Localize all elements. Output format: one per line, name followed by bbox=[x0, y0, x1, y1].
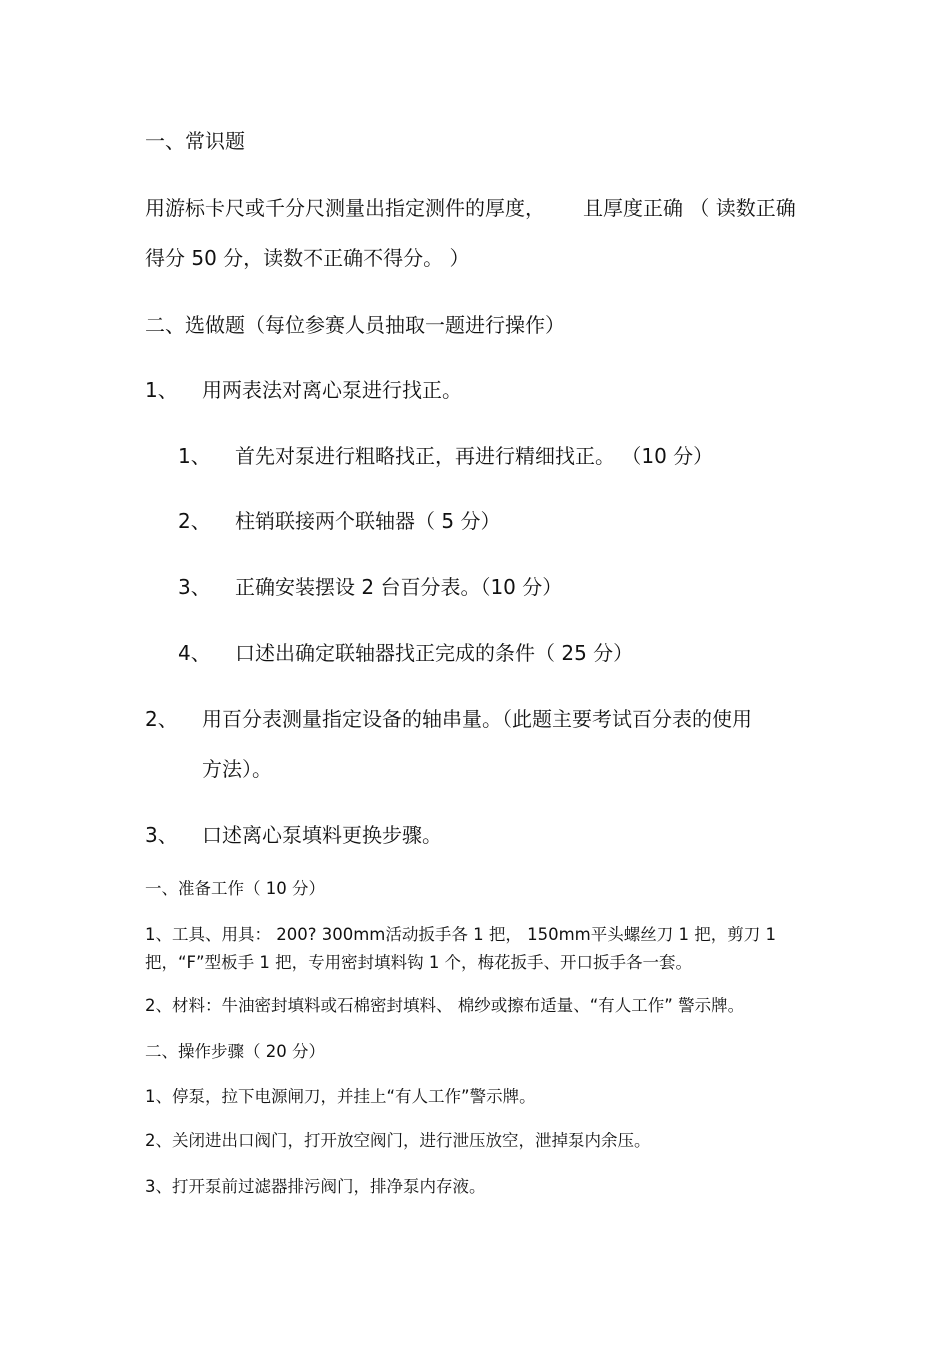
section1-para-line1a: 用游标卡尺或千分尺测量出指定测件的厚度， bbox=[145, 196, 545, 220]
section2-heading: 二、选做题（每位参赛人员抽取一题进行操作） bbox=[145, 313, 565, 337]
q3-number: 3、 bbox=[145, 823, 178, 847]
tools-line1: 1、工具、用具： 200? 300mm活动扳手各 1 把， 150mm平头螺丝刀 1 把，剪刀 1 bbox=[145, 925, 776, 944]
q2-text-line2: 方法）。 bbox=[202, 757, 272, 781]
steps-heading: 二、操作步骤（ 20 分） bbox=[145, 1042, 325, 1061]
q1-text: 用两表法对离心泵进行找正。 bbox=[202, 378, 462, 402]
section1-para-line1b: 且厚度正确 （ 读数正确 bbox=[583, 196, 796, 220]
q1-number: 1、 bbox=[145, 378, 178, 402]
step-3: 3、打开泵前过滤器排污阀门，排净泵内存液。 bbox=[145, 1177, 486, 1196]
q1-item1-text: 首先对泵进行粗略找正，再进行精细找正。 （10 分） bbox=[235, 444, 714, 468]
q1-item3-text: 正确安装摆设 2 台百分表。（10 分） bbox=[235, 575, 563, 599]
step-1: 1、停泵，拉下电源闸刀，并挂上“有人工作”警示牌。 bbox=[145, 1087, 536, 1106]
q1-item2-number: 2、 bbox=[178, 509, 211, 533]
q2-number: 2、 bbox=[145, 707, 178, 731]
q1-item1-number: 1、 bbox=[178, 444, 211, 468]
materials-line: 2、材料：牛油密封填料或石棉密封填料、 棉纱或擦布适量、“有人工作” 警示牌。 bbox=[145, 996, 745, 1015]
q1-item3-number: 3、 bbox=[178, 575, 211, 599]
section1-para-line2: 得分 50 分，读数不正确不得分。 ） bbox=[145, 246, 470, 270]
tools-line2: 把，“F”型板手 1 把，专用密封填料钩 1 个，梅花扳手、开口扳手各一套。 bbox=[145, 953, 693, 972]
section1-heading: 一、常识题 bbox=[145, 129, 245, 153]
q1-item4-text: 口述出确定联轴器找正完成的条件（ 25 分） bbox=[235, 641, 634, 665]
prep-heading: 一、准备工作（ 10 分） bbox=[145, 879, 325, 898]
q2-text-line1: 用百分表测量指定设备的轴串量。（此题主要考试百分表的使用 bbox=[202, 707, 752, 731]
q1-item2-text: 柱销联接两个联轴器（ 5 分） bbox=[235, 509, 501, 533]
q3-text: 口述离心泵填料更换步骤。 bbox=[202, 823, 442, 847]
q1-item4-number: 4、 bbox=[178, 641, 211, 665]
step-2: 2、关闭进出口阀门，打开放空阀门，进行泄压放空，泄掉泵内余压。 bbox=[145, 1131, 651, 1150]
